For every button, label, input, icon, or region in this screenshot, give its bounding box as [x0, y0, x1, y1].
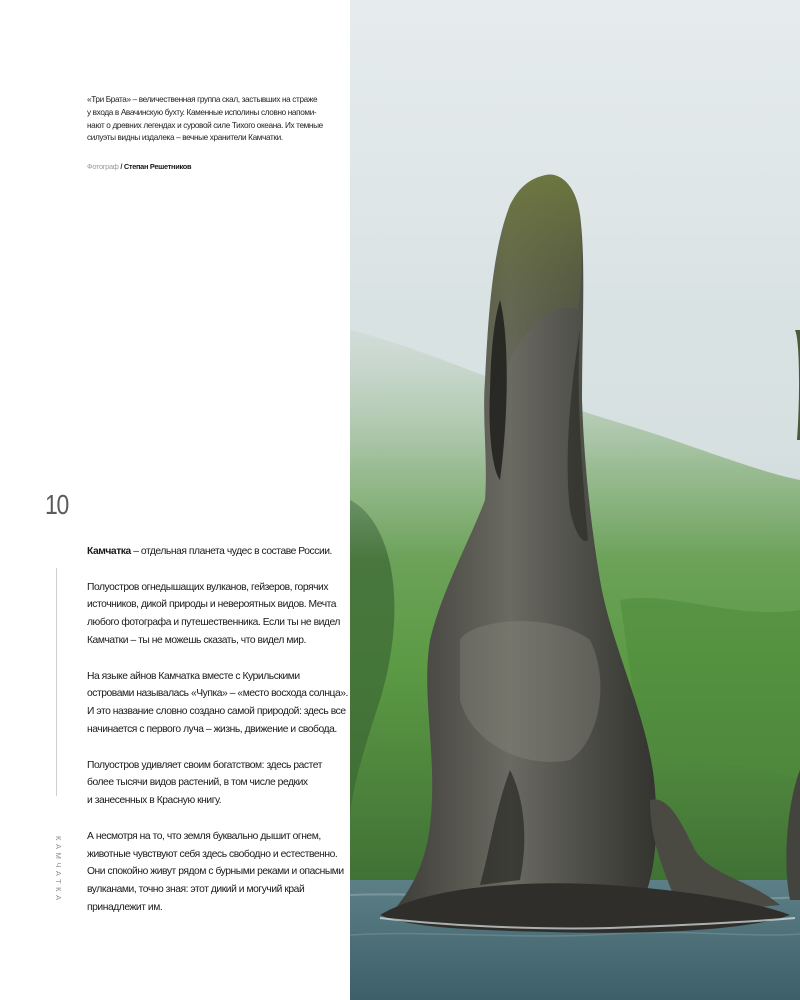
lead-paragraph	[87, 543, 332, 561]
caption-line: у входа в Авачинскую бухту. Каменные исполины словно напоми-	[87, 107, 317, 117]
lead-strong: Камчатка	[87, 546, 131, 557]
caption-line: нают о древних легендах и суровой силе Тихого океана. Их темные	[87, 120, 323, 130]
paragraph-line: начинается с первого луча – жизнь, движение и свобода.	[87, 723, 337, 735]
caption-line: «Три Брата» – величественная группа скал, застывших на страже	[87, 95, 318, 104]
credit-name: Степан Решетников	[123, 162, 192, 171]
paragraph-line: вулканами, точно зная: этот дикий и могучий край	[87, 884, 305, 896]
paragraph-line: Они спокойно живут рядом с бурными реками и опасными	[87, 866, 344, 878]
paragraph-line: источников, дикой природы и невероятных видов. Мечта	[87, 599, 337, 611]
sea-stack-photo	[350, 0, 800, 1000]
photo-illustration	[350, 0, 800, 1000]
body-text	[87, 543, 348, 935]
paragraph-line: Полуостров огнедышащих вулканов, гейзеров, горячих	[87, 581, 329, 593]
paragraph-line: более тысячи видов растений, в том числе редких	[87, 777, 308, 789]
credit-label: Фотограф	[87, 162, 119, 171]
paragraph-line: Камчатки – ты не можешь сказать, что видел мир.	[87, 634, 306, 646]
page-number: 10	[45, 489, 69, 520]
side-label: КАМЧАТКА	[54, 836, 63, 904]
side-rule	[56, 568, 57, 796]
paragraph-line: любого фотографа и путешественника. Если ты не видел	[87, 617, 340, 629]
photo-credit	[87, 162, 191, 171]
paragraph-line: И это название словно создано самой природой: здесь все	[87, 706, 346, 718]
paragraph-line: На языке айнов Камчатка вместе с Курильскими	[87, 670, 300, 682]
credit-separator: /	[118, 162, 124, 171]
paragraph	[87, 757, 332, 810]
photo-caption	[87, 94, 323, 145]
paragraph-line: А несмотря на то, что земля буквально дышит огнем,	[87, 830, 321, 842]
paragraph-line: островами называлась «Чупка» – «место восхода солнца».	[87, 688, 348, 700]
paragraph	[87, 668, 348, 739]
paragraph	[87, 579, 340, 650]
paragraph	[87, 828, 344, 917]
left-page	[0, 0, 350, 1000]
paragraph-line: принадлежит им.	[87, 901, 163, 913]
caption-line: силуэты видны издалека – вечные хранители Камчатки.	[87, 133, 283, 143]
paragraph-line: и занесенных в Красную книгу.	[87, 795, 222, 807]
paragraph-line: животные чувствуют себя здесь свободно и естественно.	[87, 848, 338, 860]
paragraph-line: Полуостров удивляет своим богатством: здесь растет	[87, 759, 322, 771]
lead-rest: – отдельная планета чудес в составе России.	[130, 546, 332, 557]
